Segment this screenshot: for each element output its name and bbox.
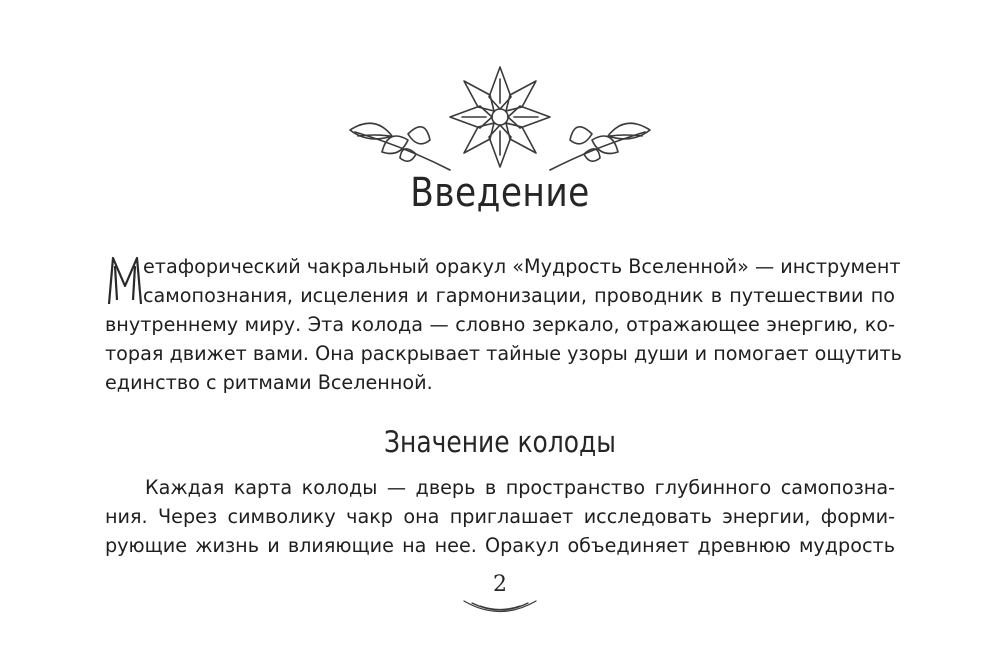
- intro-line-1: етафорический чакральный оракул «Мудрость Вселенной» — инструмент: [143, 255, 901, 278]
- meaning-line-2: ния. Через символику чакр она приглашает исследовать энергии, форми-: [105, 505, 895, 528]
- meaning-paragraph: [105, 473, 895, 560]
- section-heading: Значение колоды: [384, 425, 616, 459]
- page-title: Введение: [410, 170, 590, 216]
- intro-line-2: самопознания, исцеления и гармонизации, проводник в путешествии по: [143, 284, 895, 307]
- page-number: 2: [493, 572, 507, 597]
- meaning-line-1: Каждая карта колоды — дверь в пространство глубинного самопозна-: [145, 476, 895, 499]
- flower-ornament-icon: [330, 62, 670, 182]
- intro-line-3: внутреннему миру. Эта колода — словно зеркало, отражающее энергию, ко-: [105, 313, 895, 336]
- intro-paragraph: [105, 252, 902, 397]
- meaning-line-3: рующие жизнь и влияющие на нее. Оракул объединяет древнюю мудрость: [105, 534, 895, 557]
- intro-line-5: единство с ритмами Вселенной.: [105, 371, 433, 394]
- leaf-swash-icon: [460, 598, 540, 620]
- intro-line-4: торая движет вами. Она раскрывает тайные узоры души и помогает ощутить: [105, 342, 902, 365]
